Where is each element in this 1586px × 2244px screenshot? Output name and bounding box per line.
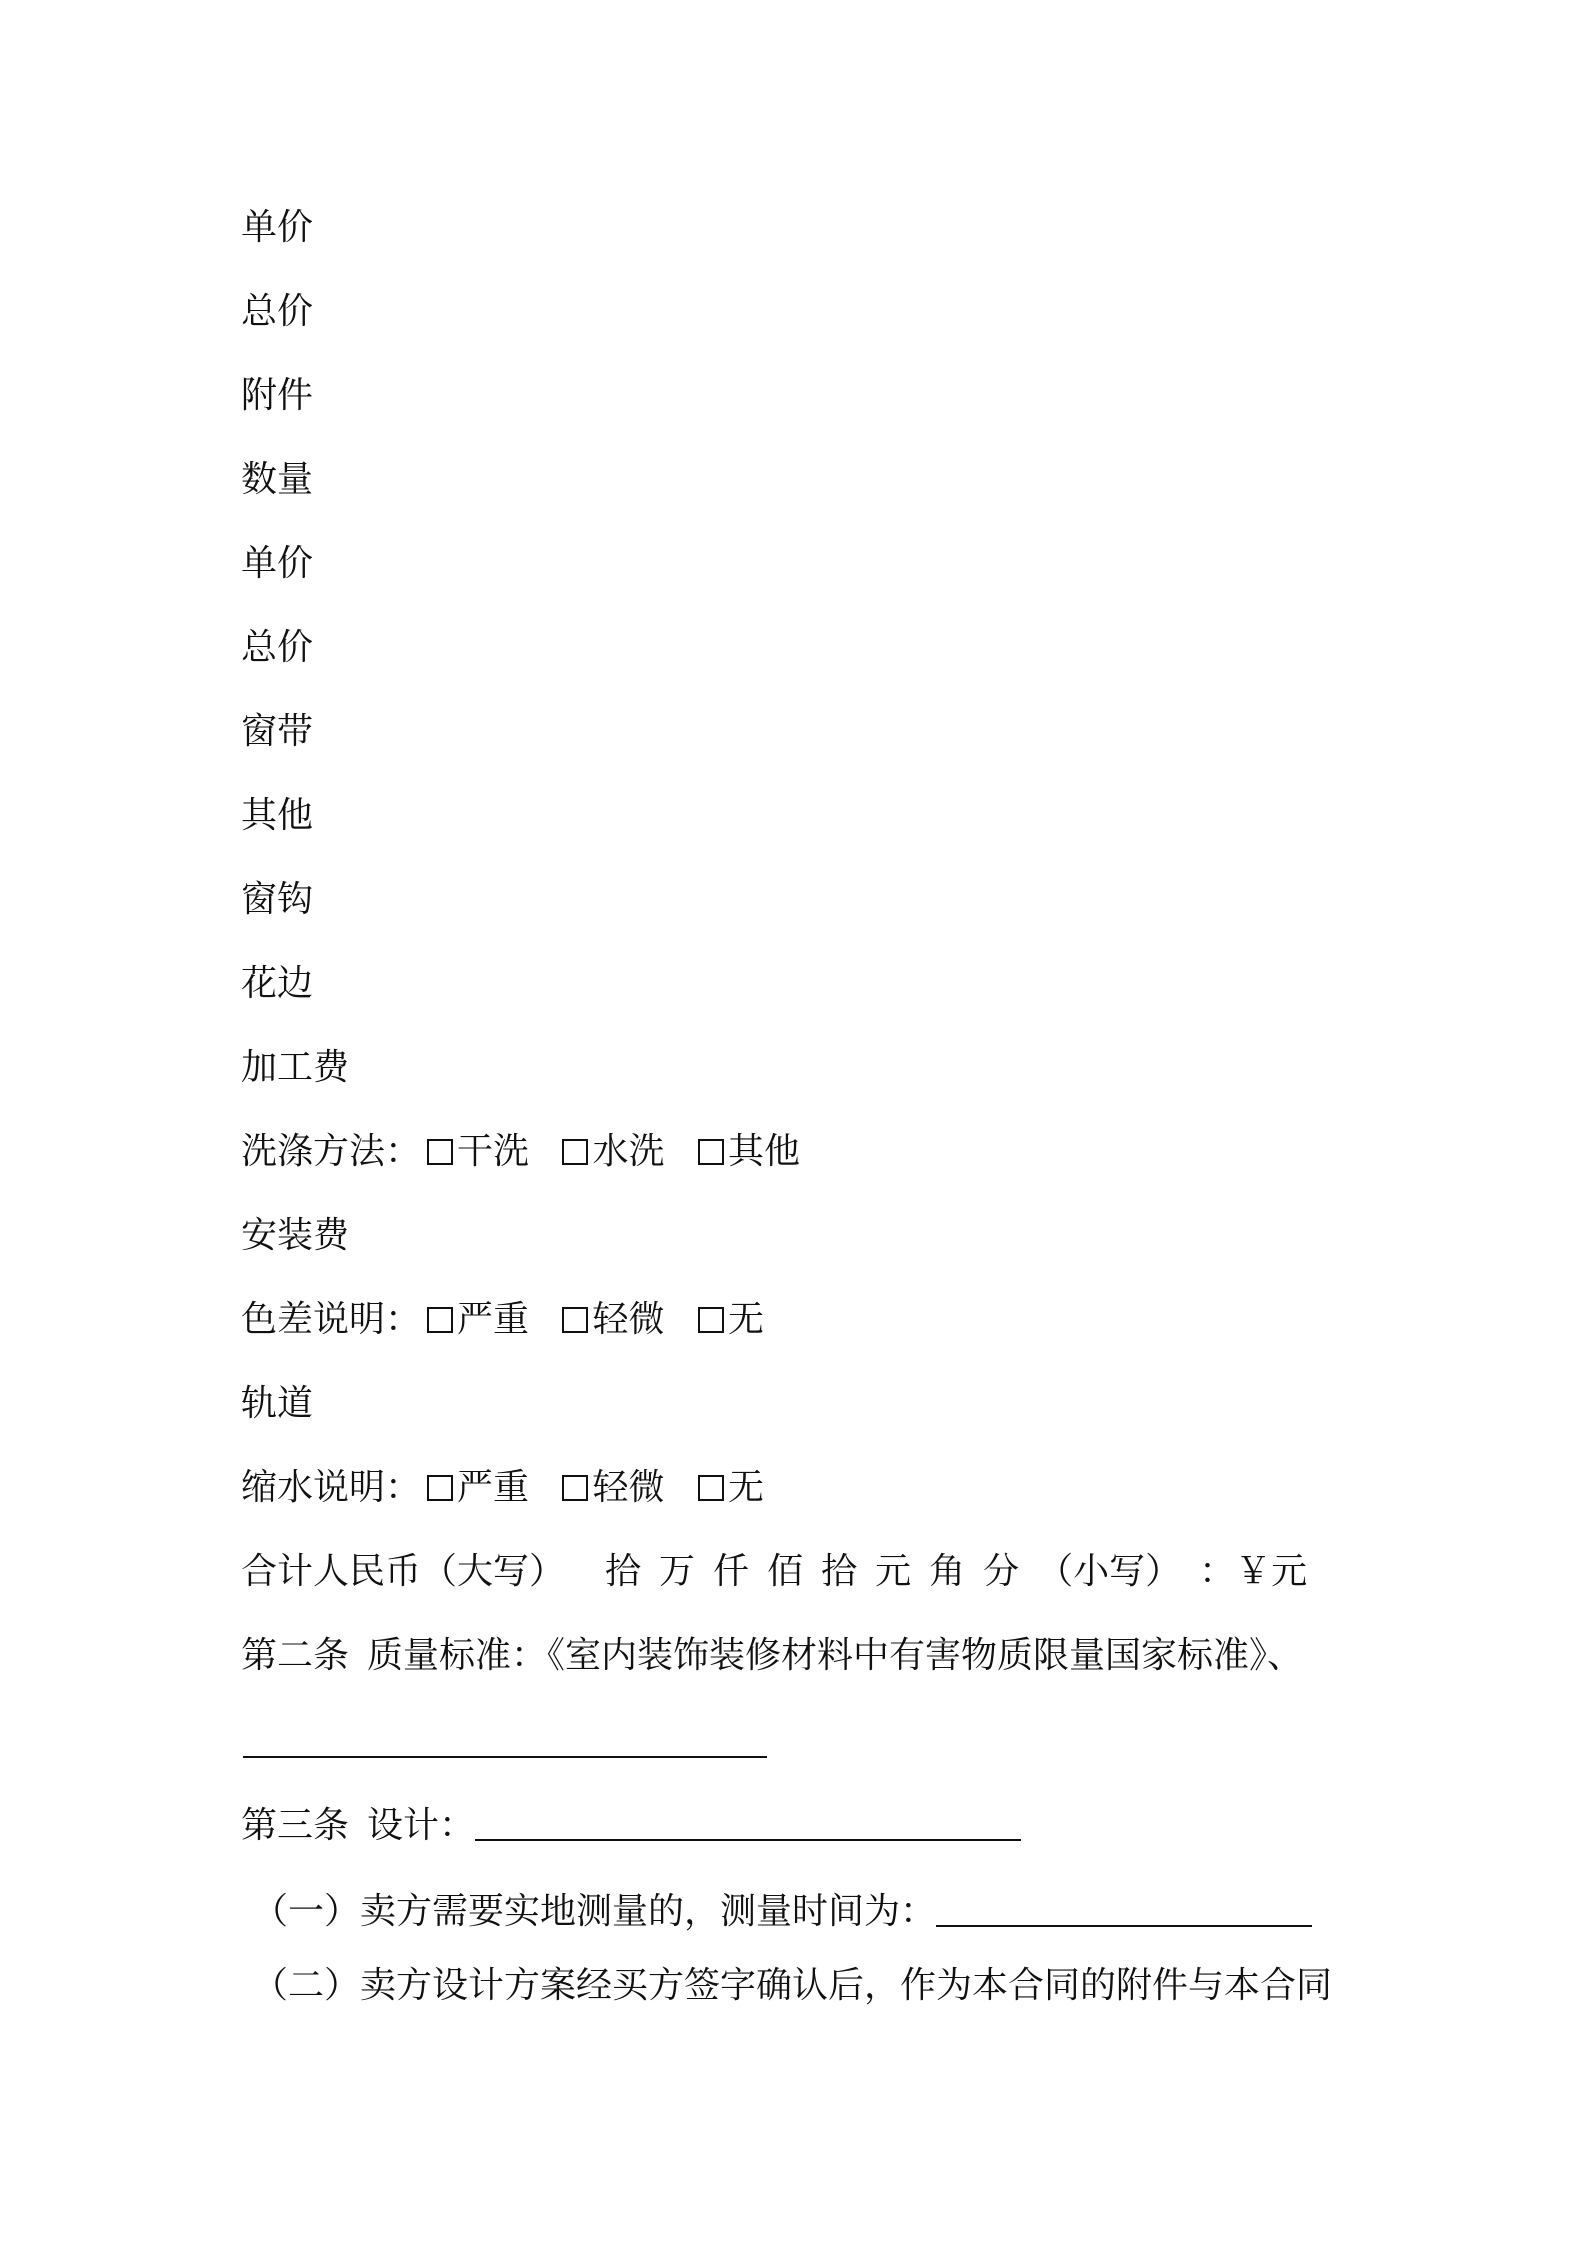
unit-qian: 仟 <box>713 1551 750 1592</box>
washing-water-label: 水洗 <box>592 1131 665 1172</box>
article-2-text: 质量标准：《室内装饰装修材料中有害物质限量国家标准》、 <box>367 1635 1304 1676</box>
shrinkage-severe-label: 严重 <box>457 1467 530 1508</box>
item-curtain-hook: 窗钩 <box>241 879 314 920</box>
article-2-row <box>241 1632 1303 1680</box>
color-diff-severe-checkbox[interactable] <box>427 1307 453 1333</box>
item-2-row <box>252 1962 1332 2010</box>
washing-dry-checkbox[interactable] <box>427 1139 453 1165</box>
unit-yuan: 元 <box>875 1551 912 1592</box>
quality-standard-blank[interactable] <box>243 1756 767 1758</box>
unit-wan: 万 <box>659 1551 696 1592</box>
item-quantity: 数量 <box>241 459 314 500</box>
color-diff-severe-label: 严重 <box>457 1299 530 1340</box>
shrinkage-row <box>241 1464 786 1512</box>
item-unit-price: 单价 <box>241 207 314 248</box>
washing-other-checkbox[interactable] <box>698 1139 724 1165</box>
article-3-text: 设计： <box>367 1805 476 1846</box>
item-1-row <box>252 1888 1312 1936</box>
total-amount-row <box>241 1548 1307 1596</box>
color-diff-label: 色差说明： <box>241 1299 422 1340</box>
color-diff-row <box>241 1296 786 1344</box>
design-blank[interactable] <box>475 1809 1021 1841</box>
unit-bai: 佰 <box>767 1551 804 1592</box>
washing-method-label: 洗涤方法： <box>241 1131 422 1172</box>
article-3-row <box>241 1802 1021 1850</box>
shrinkage-none-checkbox[interactable] <box>698 1475 724 1501</box>
shrinkage-label: 缩水说明： <box>241 1467 422 1508</box>
item-curtain-band: 窗带 <box>241 711 314 752</box>
total-colon: ： <box>1199 1551 1236 1592</box>
unit-shi: 拾 <box>605 1551 642 1592</box>
measure-time-blank[interactable] <box>936 1895 1312 1927</box>
washing-method-row <box>241 1128 822 1176</box>
shrinkage-slight-checkbox[interactable] <box>562 1475 588 1501</box>
small-label: （小写） <box>1037 1551 1182 1592</box>
article-2-number: 第二条 <box>241 1635 350 1676</box>
washing-water-checkbox[interactable] <box>562 1139 588 1165</box>
item-total-price-2: 总价 <box>241 627 314 668</box>
shrinkage-severe-checkbox[interactable] <box>427 1475 453 1501</box>
item-accessories: 附件 <box>241 375 314 416</box>
item-2-text: （二）卖方设计方案经买方签字确认后，作为本合同的附件与本合同 <box>252 1965 1333 2006</box>
color-diff-none-label: 无 <box>727 1299 764 1340</box>
shrinkage-none-label: 无 <box>727 1467 764 1508</box>
washing-other-label: 其他 <box>727 1131 800 1172</box>
item-track: 轨道 <box>241 1383 314 1424</box>
unit-jiao: 角 <box>929 1551 966 1592</box>
item-unit-price-2: 单价 <box>241 543 314 584</box>
item-other: 其他 <box>241 795 314 836</box>
unit-shi-2: 拾 <box>821 1551 858 1592</box>
item-lace: 花边 <box>241 963 314 1004</box>
article-3-number: 第三条 <box>241 1805 350 1846</box>
color-diff-none-checkbox[interactable] <box>698 1307 724 1333</box>
total-label: 合计人民币（大写） <box>241 1551 566 1592</box>
item-processing-fee: 加工费 <box>241 1047 350 1088</box>
currency-yuan: ￥元 <box>1235 1551 1308 1592</box>
shrinkage-slight-label: 轻微 <box>592 1467 665 1508</box>
item-1-text: （一）卖方需要实地测量的，测量时间为： <box>252 1891 937 1932</box>
washing-dry-label: 干洗 <box>457 1131 530 1172</box>
item-total-price: 总价 <box>241 291 314 332</box>
unit-fen: 分 <box>983 1551 1020 1592</box>
color-diff-slight-checkbox[interactable] <box>562 1307 588 1333</box>
item-installation-fee: 安装费 <box>241 1215 350 1256</box>
color-diff-slight-label: 轻微 <box>592 1299 665 1340</box>
